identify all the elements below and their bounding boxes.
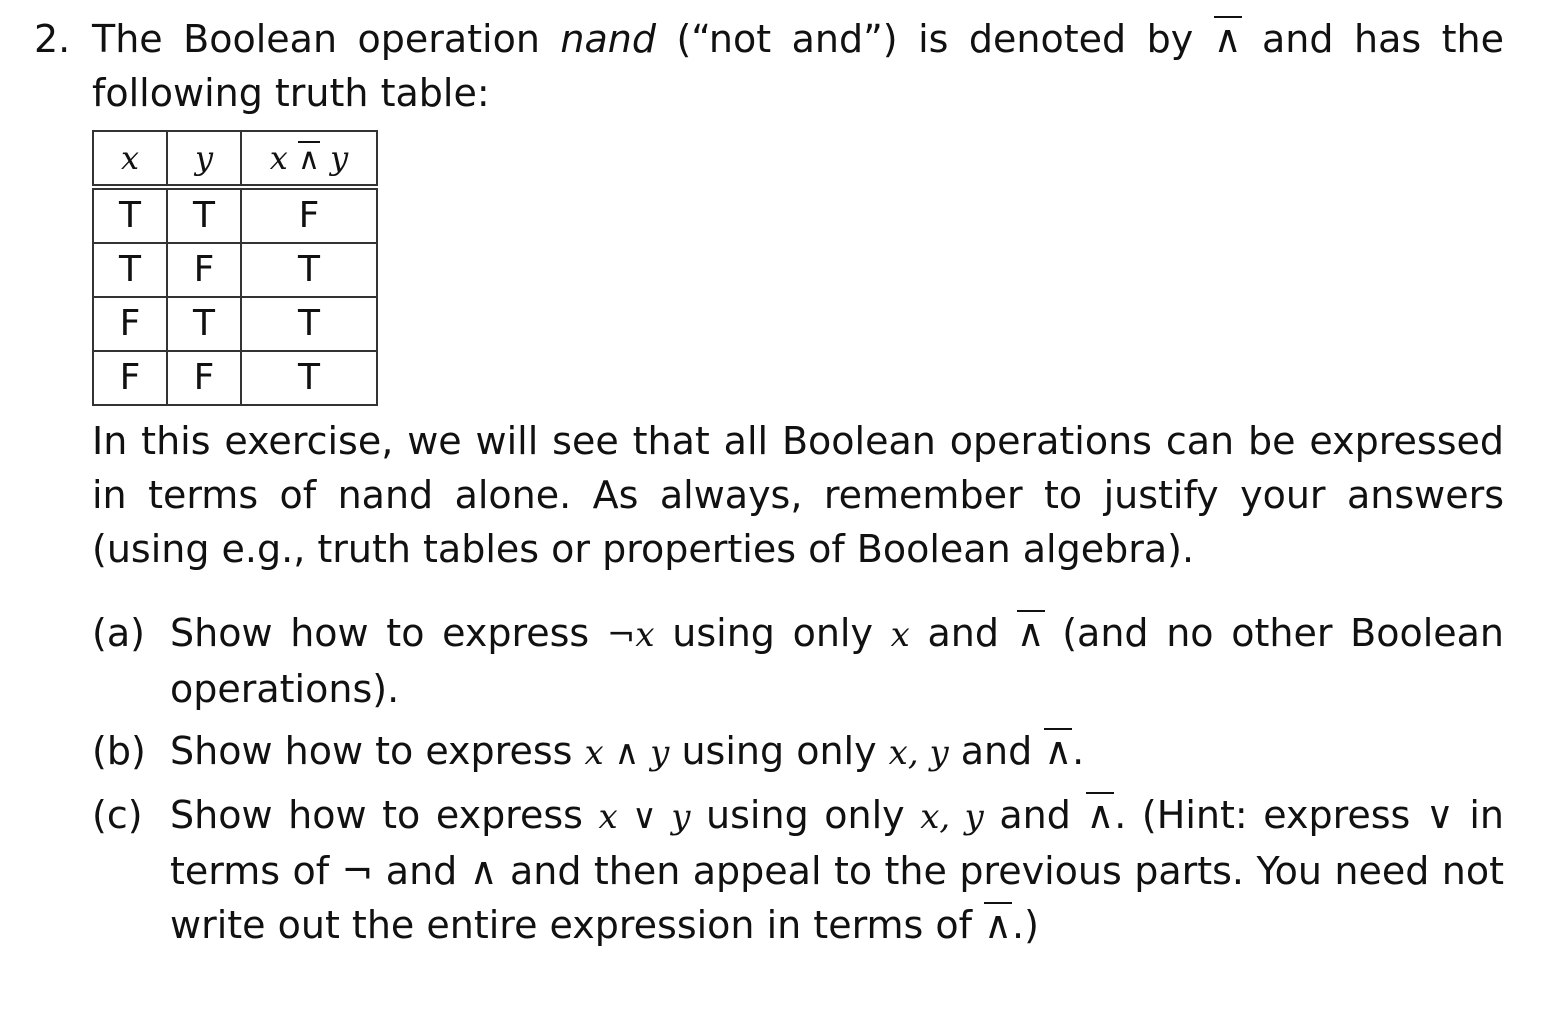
math-expr: x, y [920, 797, 984, 837]
table-cell: F [241, 187, 377, 243]
problem-2 [34, 12, 1504, 960]
table-cell: T [93, 243, 167, 297]
math-expr: x ∨ y [598, 797, 691, 837]
math-expr: x ∧ y [584, 733, 670, 773]
table-cell: F [93, 297, 167, 351]
header-y: y [167, 131, 241, 187]
problem-number: 2. [34, 17, 71, 61]
nand-symbol: ∧ [1016, 611, 1045, 655]
table-cell: T [241, 297, 377, 351]
table-cell: F [167, 243, 241, 297]
subparts-list [92, 606, 1504, 952]
table-cell: T [241, 243, 377, 297]
table-cell: F [93, 351, 167, 405]
nand-symbol: ∧ [1044, 729, 1073, 773]
truth-table-header [93, 131, 377, 187]
table-cell: T [93, 187, 167, 243]
table-row [93, 297, 377, 351]
math-expr: x, y [888, 733, 949, 773]
subpart-b: (b) Show how to express x ∧ y using only x, y and ∧. [92, 724, 1504, 780]
table-cell: T [167, 297, 241, 351]
truth-table [92, 130, 378, 406]
nand-symbol: ∧ [984, 903, 1012, 947]
nand-term: nand [560, 17, 656, 61]
table-row [93, 187, 377, 243]
table-row [93, 351, 377, 405]
problem-statement: The Boolean operation nand (“not and”) is denoted by ∧ and has the following truth table: [92, 17, 1504, 115]
subpart-label: (b) [92, 729, 146, 773]
table-cell: F [167, 351, 241, 405]
intro-paragraph: In this exercise, we will see that all Boolean operations can be expressed in terms of nand alone. As always, remember to justify your answers (using e.g., truth tables or properties of Boolean algebra). [92, 419, 1504, 571]
nand-symbol: ∧ [1086, 793, 1115, 837]
math-expr: x [890, 615, 910, 655]
table-row [93, 243, 377, 297]
math-expr: ¬x [606, 615, 655, 655]
subpart-c: (c) Show how to express x ∨ y using only x, y and ∧. (Hint: express ∨ in terms of ¬ and ∧ and then appeal to the previous parts. You need not write out the entire expression in terms of ∧.) [92, 788, 1504, 952]
subpart-label: (c) [92, 793, 143, 837]
subpart-a: (a) Show how to express ¬x using only x and ∧ (and no other Boolean operations). [92, 606, 1504, 716]
subpart-label: (a) [92, 611, 145, 655]
header-x: x [93, 131, 167, 187]
table-cell: T [167, 187, 241, 243]
nand-symbol: ∧ [1213, 17, 1242, 61]
header-x-nand-y: x ∧ y [241, 131, 377, 187]
nand-symbol: ∧ [298, 142, 320, 177]
table-cell: T [241, 351, 377, 405]
